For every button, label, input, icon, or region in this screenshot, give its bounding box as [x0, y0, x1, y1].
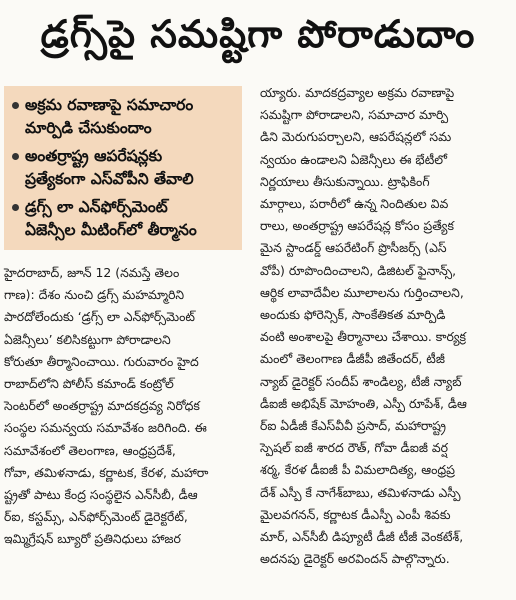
left-body-text [4, 262, 254, 551]
highlight-line: మార్పిడి చేసుకుందాం [25, 119, 152, 137]
body-line: న్వయం ఉండాలని ఏజెన్సీలు ఈ భేటీలో [260, 151, 448, 167]
body-line: స్పెషల్ ఐజీ శారద రౌత్, గోవా డీఐజీ వర్ష [260, 440, 448, 456]
body-line: సమష్టిగా పోరాడాలని, సమాచార మార్పి [260, 107, 449, 123]
body-line: మార్, ఎన్‌సీబీ డిప్యూటీ డీజీ టీజీ వెంకటేశ్, [260, 529, 464, 545]
body-line: అదనపు డైరెక్టర్ అరవిందన్ పాల్గొన్నారు. [260, 551, 450, 567]
bullet-icon [12, 153, 19, 160]
body-line: ర్‌ఐ ఏడీజీ కేఎస్‌వీవీ ప్రసాద్, మహారాష్ట్ర [260, 418, 446, 434]
body-line: కోరుతూ తీర్మానించాయి. గురువారం హైద [4, 353, 199, 369]
body-line: గోవా, తమిళనాడు, కర్ణాటక, కేరళ, మహారా [4, 464, 209, 480]
highlight-item [10, 196, 236, 242]
body-line: న్యాబ్ డైరెక్టర్ సందీప్ శాండిల్య, టీజీ న్యాబ్ [260, 373, 462, 389]
body-line: అందుకు ఫోరెన్సిక్, సాంకేతికత మార్పిడి [260, 307, 446, 323]
highlight-line: ఏజెన్సీల మీటింగ్‌లో తీర్మానం [25, 221, 197, 239]
highlight-line: ప్రత్యేకంగా ఎస్‌వోపీని తేవాలి [25, 170, 194, 188]
body-line: వంటి అంశాలపై తీర్మానాలు చేశాయి. కార్యక్ర [260, 329, 466, 345]
body-line: మైలవగనన్, కర్ణాటక డీఎస్పీ ఎంపీ శివకు [260, 506, 451, 522]
bullet-icon [12, 102, 19, 109]
body-line: సంస్థల సమన్వయ సమావేశం జరిగింది. ఈ [4, 420, 207, 436]
body-line: ఏజెన్సీలు’ కలిసికట్టుగా పోరాడాలని [4, 331, 171, 347]
body-line: ఇమ్మిగ్రేషన్ బ్యూరో ప్రతినిధులు హాజర [4, 531, 181, 547]
body-line: సెంటర్‌లో అంతర్రాష్ట్ర మాదకద్రవ్య నిరోధక [4, 398, 200, 414]
body-line: దేశ్ ఎస్పీ కే నాగేశ్‌బాబు, తమిళనాడు ఎస్పీ [260, 484, 461, 500]
body-line: య్యారు. మాదకద్రవ్యాల అక్రమ రవాణాపై [260, 85, 455, 100]
body-line: డీఐజీ అభిషేక్ మోహంతి, ఎస్పీ రూపేశ్, డీఆ [260, 395, 467, 411]
body-line: మార్గాలు, పరారీలో ఉన్న నిందితుల వివ [260, 196, 449, 212]
body-line: ర్‌ఐ, కస్టమ్స్, ఎన్‌ఫోర్స్‌మెంట్ డైరెక్టరేట్, [4, 509, 188, 525]
body-line: హైదరాబాద్, జూన్ 12 (నమస్తే తెలం [4, 265, 180, 280]
highlight-item [10, 94, 236, 140]
body-line: శర్మ, కేరళ డీఐజీ పీ విమలాదిత్య, ఆంధ్రప్ర [260, 462, 455, 478]
body-line: రాలు, అంతర్రాష్ట్ర ఆపరేషన్ల కోసం ప్రత్యేక [260, 218, 454, 234]
body-line: నిర్ణయాలు తీసుకున్నాయి. ట్రాఫికింగ్ [260, 173, 430, 189]
left-column [4, 86, 254, 551]
highlight-line: అంతర్రాష్ట్ర ఆపరేషన్లకు [25, 147, 163, 165]
headline: డ్రగ్స్‌పై సమష్టిగా పోరాడుదాం [40, 12, 476, 56]
body-line: మైన స్టాండర్డ్ ఆపరేటింగ్ ప్రొసీజర్స్ (ఎస్ [260, 240, 447, 256]
highlight-item [10, 145, 236, 191]
body-line: మంలో తెలంగాణ డీజీపీ జితేందర్, టీజీ [260, 351, 445, 367]
body-line: రాబాద్‌లోని పోలీస్ కమాండ్ కంట్రోల్ [4, 376, 174, 392]
right-body-text [260, 82, 512, 570]
highlights-box [4, 86, 242, 250]
body-line: ఆర్థిక లావాదేవీల మూలాలను గుర్తించాలని, [260, 284, 464, 300]
body-line: పారదోలేందుకు ‘డ్రగ్స్ లా ఎన్‌ఫోర్స్‌మెంట్ [4, 309, 195, 325]
highlight-line: డ్రగ్స్ లా ఎన్‌ఫోర్స్‌మెంట్ [25, 198, 168, 216]
bullet-icon [12, 204, 19, 211]
body-line: డిని మెరుగుపర్చాలని, ఆపరేషన్లలో సమ [260, 129, 452, 145]
body-line: వోపీ) రూపొందించాలని, డిజిటల్ ఫైనాన్స్, [260, 262, 457, 278]
body-line: ష్ట్రతో పాటు కేంద్ర సంస్థలైన ఎన్‌సీబీ, డీఆ [4, 487, 198, 503]
right-column [260, 82, 512, 570]
body-line: గాణ): దేశం నుంచి డ్రగ్స్ మహమ్మారిని [4, 287, 185, 303]
body-line: సమావేశంలో తెలంగాణ, ఆంధ్రప్రదేశ్, [4, 442, 176, 458]
highlight-line: అక్రమ రవాణాపై సమాచారం [25, 96, 194, 114]
